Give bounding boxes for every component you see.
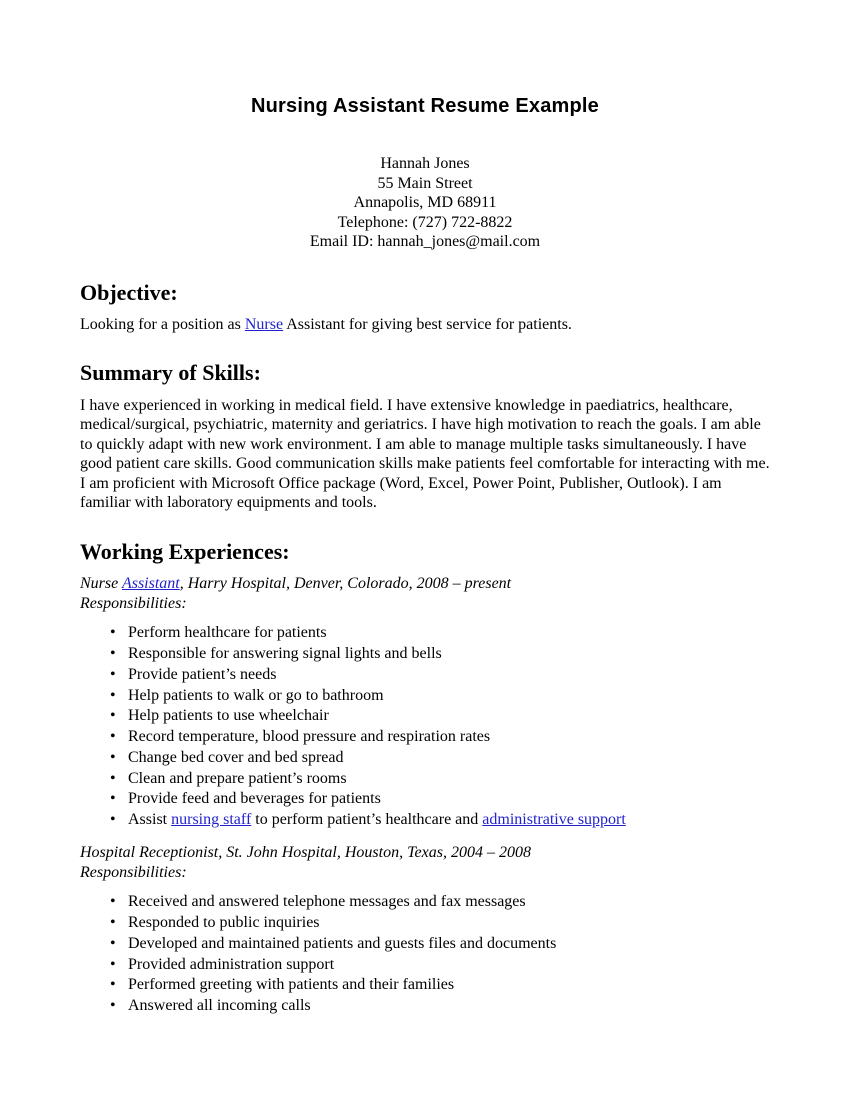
- list-item: • Provided administration support: [110, 955, 770, 976]
- contact-block: [80, 154, 770, 252]
- list-item: • Help patients to use wheelchair: [110, 706, 770, 727]
- job-title-nurse-assistant: [80, 574, 770, 594]
- objective-text: [80, 315, 770, 335]
- contact-telephone: Telephone: (727) 722-8822: [337, 213, 513, 231]
- bullet-text-part: to perform patient’s healthcare and: [251, 811, 483, 829]
- job-title-part: Nurse: [80, 575, 122, 593]
- list-item: • Received and answered telephone messages and fax messages: [110, 892, 770, 913]
- nursing-staff-link[interactable]: nursing staff: [171, 811, 252, 829]
- list-item: • Help patients to walk or go to bathroom: [110, 686, 770, 707]
- list-item: • Developed and maintained patients and guests files and documents: [110, 934, 770, 955]
- responsibilities-label: Responsibilities:: [80, 594, 187, 612]
- document-title: Nursing Assistant Resume Example: [251, 95, 599, 117]
- nurse-link[interactable]: Nurse: [244, 315, 284, 333]
- job-title-hospital-receptionist: Hospital Receptionist, St. John Hospital, Houston, Texas, 2004 – 2008: [80, 844, 531, 862]
- contact-city: Annapolis, MD 68911: [353, 194, 497, 212]
- responsibilities-label: Responsibilities:: [80, 863, 187, 881]
- contact-email: Email ID: hannah_jones@mail.com: [309, 233, 541, 251]
- list-item: • Provide patient’s needs: [110, 665, 770, 686]
- experience-heading: Working Experiences:: [80, 538, 290, 564]
- list-item: • Answered all incoming calls: [110, 996, 770, 1017]
- assistant-link[interactable]: Assistant: [121, 575, 180, 593]
- bullet-text-part: Assist: [128, 811, 172, 829]
- summary-text: I have experienced in working in medical field. I have extensive knowledge in paediatrics, healthcare, medical/surgical, psychiatric, maternity and geriatrics. I have high motivation to reach the goals. I am able to quickly adapt with new work environment. I am able to manage multiple tasks simultaneously. I have good patient care skills. Good communication skills make patients feel comfortable for interacting with me. I am proficient with Microsoft Office package (Word, Excel, Power Point, Publisher, Outlook). I am familiar with laboratory equipments and tools.: [80, 396, 770, 512]
- list-item: • Clean and prepare patient’s rooms: [110, 769, 770, 790]
- summary-heading: Summary of Skills:: [80, 360, 261, 386]
- job-title-part: , Harry Hospital, Denver, Colorado, 2008 – present: [179, 575, 512, 593]
- hospital-receptionist-bullet-list: [80, 892, 770, 1017]
- list-item: • Perform healthcare for patients: [110, 623, 770, 644]
- objective-heading: Objective:: [80, 279, 178, 305]
- list-item: • Change bed cover and bed spread: [110, 748, 770, 769]
- administrative-support-link[interactable]: administrative support: [482, 811, 626, 829]
- contact-name: Hannah Jones: [380, 155, 470, 172]
- objective-text-part: Assistant for giving best service for patients.: [283, 315, 572, 333]
- contact-street: 55 Main Street: [377, 174, 473, 192]
- nurse-assistant-bullet-list: [80, 623, 770, 831]
- list-item: • Provide feed and beverages for patients: [110, 789, 770, 810]
- list-item: • Responsible for answering signal lights and bells: [110, 644, 770, 665]
- objective-text-part: Looking for a position as: [80, 315, 245, 333]
- list-item: • Record temperature, blood pressure and respiration rates: [110, 727, 770, 748]
- list-item: • Performed greeting with patients and their families: [110, 975, 770, 996]
- list-item: • Responded to public inquiries: [110, 913, 770, 934]
- list-item: [110, 810, 770, 831]
